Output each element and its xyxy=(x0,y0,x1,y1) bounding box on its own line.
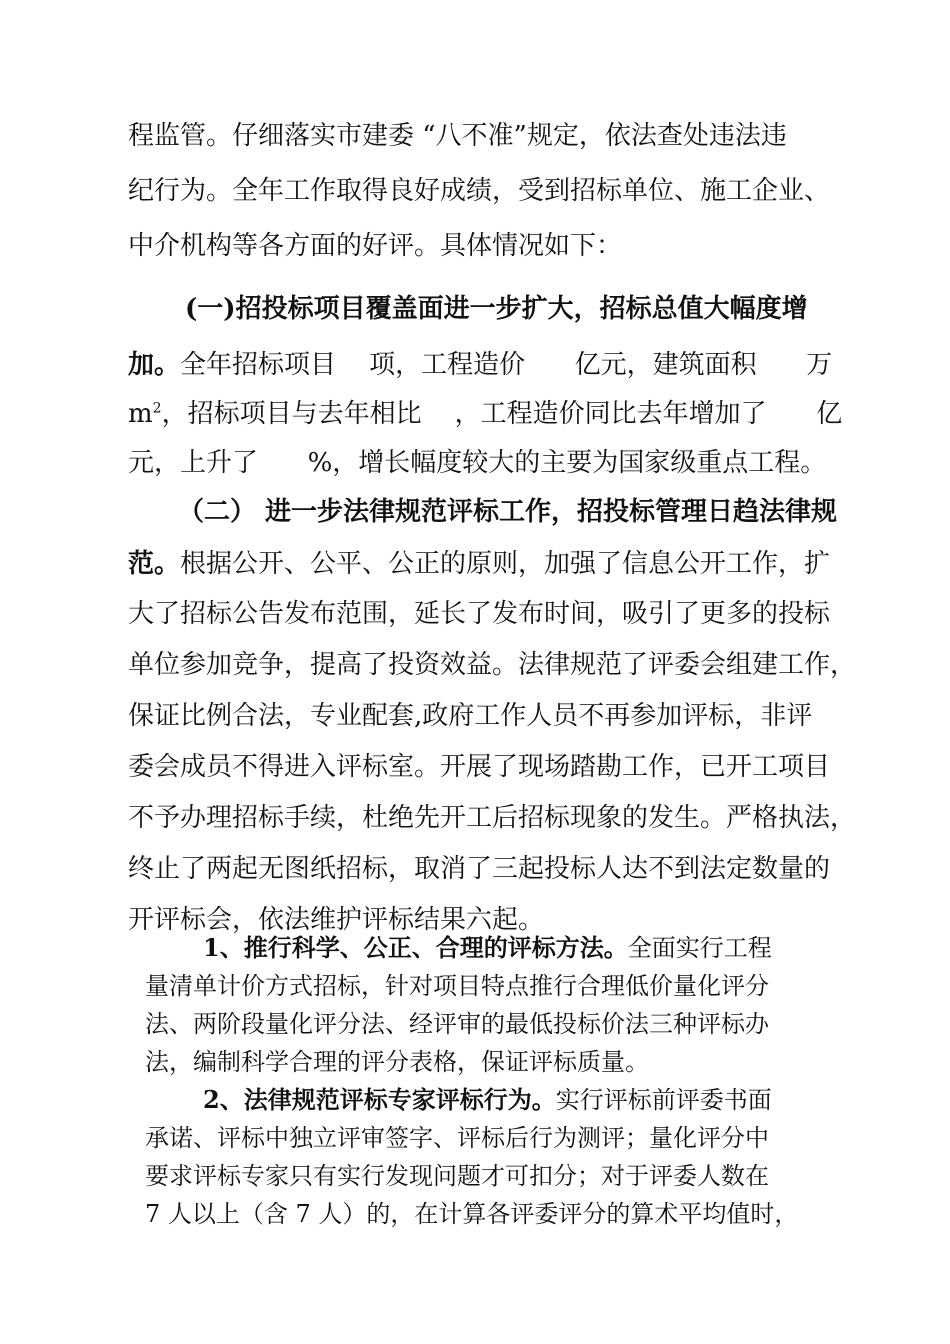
section-1-line-3-text: ，招标项目与去年相比 ，工程造价同比去年增加了 亿 xyxy=(161,399,843,429)
section-2-line-2-text: 根据公开、公平、公正的原则，加强了信息公开工作，扩 xyxy=(180,549,831,579)
section-1-heading: (一)招投标项目覆盖面进一步扩大，招标总值大幅度增 xyxy=(185,294,808,324)
item-1-line-2: 量清单计价方式招标，针对项目特点推行合理低价量化评分 xyxy=(145,972,769,1000)
intro-line-1: 程监管。仔细落实市建委 “八不准”规定，依法查处违法违 xyxy=(128,121,787,151)
item-2-line-1-text: 实行评标前评委书面 xyxy=(555,1086,772,1114)
item-2-line-1 xyxy=(203,1082,772,1118)
item-1-line-1 xyxy=(203,930,772,966)
item-2-line-4: 7 人以上（含 7 人）的，在计算各评委评分的算术平均值时， xyxy=(145,1200,799,1228)
item-2-line-2: 承诺、评标中独立评审签字、评标后行为测评；量化评分中 xyxy=(145,1124,769,1152)
intro-line-2: 纪行为。全年工作取得良好成绩，受到招标单位、施工企业、 xyxy=(128,176,831,206)
section-2-heading: （二） 进一步法律规范评标工作，招投标管理日趋法律规 xyxy=(178,497,838,527)
area-unit: m xyxy=(128,399,153,429)
section-2-line-6: 委会成员不得进入评标室。开展了现场踏勘工作，已开工项目 xyxy=(128,752,831,782)
item-1-heading: 1、推行科学、公正、合理的评标方法。 xyxy=(203,933,628,962)
section-2-line-8: 终止了两起无图纸招标，取消了三起投标人达不到法定数量的 xyxy=(128,854,831,884)
section-1-heading-tail: 加。 xyxy=(128,350,181,380)
section-1-line-4: 元，上升了 %，增长幅度较大的主要为国家级重点工程。 xyxy=(128,448,827,478)
section-1-line-2-text: 全年招标项目 项，工程造价 亿元，建筑面积 万 xyxy=(180,350,833,380)
section-2-line-2 xyxy=(128,544,830,584)
area-unit-superscript: 2 xyxy=(152,400,162,417)
section-2-heading-tail: 范。 xyxy=(128,549,181,579)
section-2-line-5: 保证比例合法，专业配套,政府工作人员不再参加评标，非评 xyxy=(128,701,813,731)
intro-line-3: 中介机构等各方面的好评。具体情况如下： xyxy=(128,231,623,261)
section-2-line-7: 不予办理招标手续，杜绝先开工后招标现象的发生。严格执法， xyxy=(128,803,857,833)
item-1-line-1-text: 全面实行工程 xyxy=(627,934,772,962)
section-1-line-3 xyxy=(128,394,842,434)
item-2-line-3: 要求评标专家只有实行发现问题才可扣分；对于评委人数在 xyxy=(145,1162,769,1190)
section-2-line-9: 开评标会，依法维护评标结果六起。 xyxy=(128,905,545,935)
section-1-line-2 xyxy=(128,345,832,385)
item-1-line-3: 法、两阶段量化评分法、经评审的最低投标价法三种评标办 xyxy=(145,1010,769,1038)
item-2-heading: 2、法律规范评标专家评标行为。 xyxy=(203,1085,556,1114)
section-2-line-4: 单位参加竞争，提高了投资效益。法律规范了评委会组建工作， xyxy=(128,650,857,680)
item-1-line-4: 法，编制科学合理的评分表格，保证评标质量。 xyxy=(145,1048,649,1076)
section-2-line-3: 大了招标公告发布范围，延长了发布时间，吸引了更多的投标 xyxy=(128,599,831,629)
